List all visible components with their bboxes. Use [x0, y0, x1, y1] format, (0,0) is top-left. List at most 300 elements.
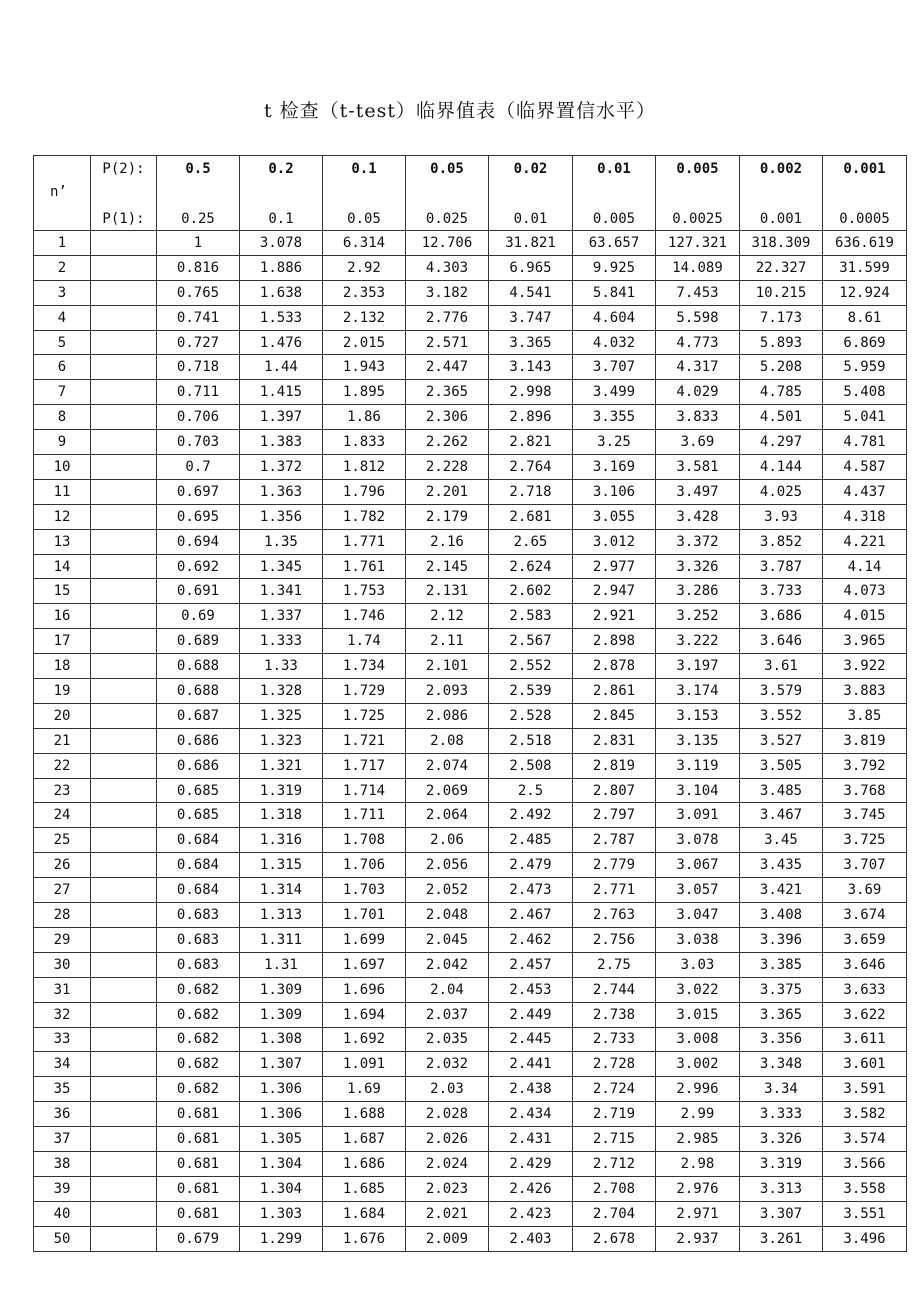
critical-value-cell: 1.303: [240, 1201, 323, 1226]
critical-value-cell: 2.896: [489, 405, 573, 430]
empty-cell: [91, 1077, 157, 1102]
p2-value: 0.1: [351, 161, 377, 177]
critical-value-cell: 2.473: [489, 878, 573, 903]
df-cell: 17: [34, 629, 91, 654]
critical-value-cell: 0.741: [157, 305, 240, 330]
critical-value-cell: 4.144: [740, 455, 823, 480]
empty-cell: [91, 679, 157, 704]
table-row: [34, 579, 907, 604]
critical-value-cell: 3.659: [823, 927, 907, 952]
empty-cell: [91, 778, 157, 803]
df-cell: 11: [34, 479, 91, 504]
critical-value-cell: 3.055: [573, 504, 656, 529]
critical-value-cell: 3.326: [656, 554, 740, 579]
critical-value-cell: 1.676: [323, 1226, 406, 1251]
critical-value-cell: 0.682: [157, 1052, 240, 1077]
empty-cell: [91, 280, 157, 305]
critical-value-cell: 1.714: [323, 778, 406, 803]
critical-value-cell: 1.397: [240, 405, 323, 430]
critical-value-cell: 3.008: [656, 1027, 740, 1052]
critical-value-cell: 3.69: [656, 430, 740, 455]
critical-value-cell: 2.16: [406, 529, 489, 554]
critical-value-cell: 1.833: [323, 430, 406, 455]
critical-value-cell: 1.356: [240, 504, 323, 529]
critical-value-cell: 3.057: [656, 878, 740, 903]
df-cell: 10: [34, 455, 91, 480]
table-row: [34, 654, 907, 679]
critical-value-cell: 2.92: [323, 255, 406, 280]
table-row: [34, 1201, 907, 1226]
p-label-header-cell: [91, 156, 157, 231]
critical-value-cell: 0.686: [157, 753, 240, 778]
critical-value-cell: 4.773: [656, 330, 740, 355]
table-row: [34, 504, 907, 529]
critical-value-cell: 2.976: [656, 1176, 740, 1201]
critical-value-cell: 5.598: [656, 305, 740, 330]
table-row: [34, 1151, 907, 1176]
critical-value-cell: 1.697: [323, 952, 406, 977]
critical-value-cell: 1.307: [240, 1052, 323, 1077]
critical-value-cell: 2.449: [489, 1002, 573, 1027]
empty-cell: [91, 1176, 157, 1201]
critical-value-cell: 22.327: [740, 255, 823, 280]
empty-cell: [91, 853, 157, 878]
p2-value: 0.05: [430, 161, 464, 177]
critical-value-cell: 0.695: [157, 504, 240, 529]
critical-value-cell: 3.852: [740, 529, 823, 554]
critical-value-cell: 2.99: [656, 1102, 740, 1127]
critical-value-cell: 0.683: [157, 952, 240, 977]
p2-value: 0.5: [185, 161, 211, 177]
table-row: [34, 604, 907, 629]
critical-value-cell: 1.476: [240, 330, 323, 355]
critical-value-cell: 0.691: [157, 579, 240, 604]
critical-value-cell: 1.311: [240, 927, 323, 952]
df-cell: 27: [34, 878, 91, 903]
critical-value-cell: 4.587: [823, 455, 907, 480]
critical-value-cell: 3.922: [823, 654, 907, 679]
critical-value-cell: 2.807: [573, 778, 656, 803]
critical-value-cell: 3.313: [740, 1176, 823, 1201]
critical-value-cell: 0.718: [157, 355, 240, 380]
critical-value-cell: 2.441: [489, 1052, 573, 1077]
critical-value-cell: 2.485: [489, 828, 573, 853]
empty-cell: [91, 604, 157, 629]
critical-value-cell: 1.687: [323, 1127, 406, 1152]
critical-value-cell: 3.552: [740, 703, 823, 728]
critical-value-cell: 5.959: [823, 355, 907, 380]
critical-value-cell: 4.14: [823, 554, 907, 579]
critical-value-cell: 2.093: [406, 679, 489, 704]
critical-value-cell: 2.023: [406, 1176, 489, 1201]
critical-value-cell: 1.782: [323, 504, 406, 529]
critical-value-cell: 1.694: [323, 1002, 406, 1027]
critical-value-cell: 4.785: [740, 380, 823, 405]
critical-value-cell: 3.333: [740, 1102, 823, 1127]
critical-value-cell: 2.719: [573, 1102, 656, 1127]
critical-value-cell: 2.733: [573, 1027, 656, 1052]
empty-cell: [91, 977, 157, 1002]
critical-value-cell: 2.771: [573, 878, 656, 903]
critical-value-cell: 12.706: [406, 231, 489, 256]
critical-value-cell: 1.323: [240, 728, 323, 753]
critical-value-cell: 4.025: [740, 479, 823, 504]
critical-value-cell: 31.821: [489, 231, 573, 256]
empty-cell: [91, 554, 157, 579]
critical-value-cell: 0.685: [157, 778, 240, 803]
critical-value-cell: 3.396: [740, 927, 823, 952]
table-row: [34, 853, 907, 878]
critical-value-cell: 9.925: [573, 255, 656, 280]
critical-value-cell: 3.022: [656, 977, 740, 1002]
critical-value-cell: 3.505: [740, 753, 823, 778]
critical-value-cell: 1.305: [240, 1127, 323, 1152]
critical-value-cell: 2.056: [406, 853, 489, 878]
critical-value-cell: 2.756: [573, 927, 656, 952]
critical-value-cell: 2.021: [406, 1201, 489, 1226]
critical-value-cell: 3.768: [823, 778, 907, 803]
critical-value-cell: 3.558: [823, 1176, 907, 1201]
critical-value-cell: 3.601: [823, 1052, 907, 1077]
critical-value-cell: 2.552: [489, 654, 573, 679]
empty-cell: [91, 430, 157, 455]
critical-value-cell: 4.317: [656, 355, 740, 380]
probability-header-cell: [740, 156, 823, 231]
critical-value-cell: 3.674: [823, 903, 907, 928]
critical-value-cell: 1.895: [323, 380, 406, 405]
critical-value-cell: 2.831: [573, 728, 656, 753]
critical-value-cell: 4.318: [823, 504, 907, 529]
critical-value-cell: 3.551: [823, 1201, 907, 1226]
critical-value-cell: 5.408: [823, 380, 907, 405]
df-cell: 22: [34, 753, 91, 778]
critical-value-cell: 3.527: [740, 728, 823, 753]
critical-value-cell: 2.306: [406, 405, 489, 430]
empty-cell: [91, 1027, 157, 1052]
critical-value-cell: 2.712: [573, 1151, 656, 1176]
critical-value-cell: 3.686: [740, 604, 823, 629]
critical-value-cell: 0.687: [157, 703, 240, 728]
critical-value-cell: 1.684: [323, 1201, 406, 1226]
critical-value-cell: 0.703: [157, 430, 240, 455]
critical-value-cell: 1.318: [240, 803, 323, 828]
critical-value-cell: 1.533: [240, 305, 323, 330]
critical-value-cell: 2.744: [573, 977, 656, 1002]
critical-value-cell: 4.029: [656, 380, 740, 405]
df-cell: 36: [34, 1102, 91, 1127]
critical-value-cell: 1.771: [323, 529, 406, 554]
empty-cell: [91, 629, 157, 654]
table-row: [34, 455, 907, 480]
critical-value-cell: 1.943: [323, 355, 406, 380]
critical-value-cell: 2.764: [489, 455, 573, 480]
critical-value-cell: 3.467: [740, 803, 823, 828]
empty-cell: [91, 231, 157, 256]
critical-value-cell: 3.579: [740, 679, 823, 704]
empty-cell: [91, 255, 157, 280]
critical-value-cell: 2.12: [406, 604, 489, 629]
df-cell: 18: [34, 654, 91, 679]
critical-value-cell: 3.499: [573, 380, 656, 405]
critical-value-cell: 0.684: [157, 828, 240, 853]
table-row: [34, 927, 907, 952]
critical-value-cell: 2.015: [323, 330, 406, 355]
header-row: [34, 156, 907, 231]
critical-value-cell: 4.032: [573, 330, 656, 355]
critical-value-cell: 1.383: [240, 430, 323, 455]
df-cell: 32: [34, 1002, 91, 1027]
critical-value-cell: 1.44: [240, 355, 323, 380]
empty-cell: [91, 1201, 157, 1226]
critical-value-cell: 2.624: [489, 554, 573, 579]
df-cell: 33: [34, 1027, 91, 1052]
critical-value-cell: 2.985: [656, 1127, 740, 1152]
p2-value: 0.005: [676, 161, 719, 177]
table-row: [34, 305, 907, 330]
critical-value-cell: 0.694: [157, 529, 240, 554]
critical-value-cell: 2.715: [573, 1127, 656, 1152]
critical-value-cell: 2.074: [406, 753, 489, 778]
table-row: [34, 255, 907, 280]
critical-value-cell: 1.315: [240, 853, 323, 878]
table-row: [34, 728, 907, 753]
empty-cell: [91, 1226, 157, 1251]
critical-value-cell: 3.182: [406, 280, 489, 305]
critical-value-cell: 3.078: [240, 231, 323, 256]
p2-value: 0.002: [759, 161, 803, 177]
critical-value-cell: 0.683: [157, 903, 240, 928]
empty-cell: [91, 927, 157, 952]
critical-value-cell: 2.971: [656, 1201, 740, 1226]
critical-value-cell: 1.761: [323, 554, 406, 579]
df-cell: 23: [34, 778, 91, 803]
critical-value-cell: 2.776: [406, 305, 489, 330]
critical-value-cell: 0.681: [157, 1151, 240, 1176]
critical-value-cell: 2.201: [406, 479, 489, 504]
critical-value-cell: 2.797: [573, 803, 656, 828]
critical-value-cell: 3.574: [823, 1127, 907, 1152]
critical-value-cell: 3.965: [823, 629, 907, 654]
critical-value-cell: 63.657: [573, 231, 656, 256]
critical-value-cell: 3.222: [656, 629, 740, 654]
p2-value: 0.02: [513, 161, 548, 177]
critical-value-cell: 2.718: [489, 479, 573, 504]
table-row: [34, 1127, 907, 1152]
critical-value-cell: 3.135: [656, 728, 740, 753]
critical-value-cell: 2.763: [573, 903, 656, 928]
df-cell: 40: [34, 1201, 91, 1226]
table-row: [34, 380, 907, 405]
critical-value-cell: 3.385: [740, 952, 823, 977]
critical-value-cell: 1.696: [323, 977, 406, 1002]
critical-value-cell: 3.408: [740, 903, 823, 928]
critical-value-cell: 2.819: [573, 753, 656, 778]
critical-value-cell: 1.345: [240, 554, 323, 579]
df-cell: 30: [34, 952, 91, 977]
critical-value-cell: 2.042: [406, 952, 489, 977]
empty-cell: [91, 305, 157, 330]
p1-label: P(1):: [102, 211, 145, 227]
critical-value-cell: 2.571: [406, 330, 489, 355]
critical-value-cell: 2.04: [406, 977, 489, 1002]
critical-value-cell: 4.073: [823, 579, 907, 604]
critical-value-cell: 8.61: [823, 305, 907, 330]
critical-value-cell: 2.11: [406, 629, 489, 654]
critical-value-cell: 1.86: [323, 405, 406, 430]
df-cell: 15: [34, 579, 91, 604]
critical-value-cell: 4.015: [823, 604, 907, 629]
p1-value: 0.005: [592, 211, 636, 227]
table-body: [34, 156, 907, 1252]
critical-value-cell: 2.132: [323, 305, 406, 330]
df-cell: 38: [34, 1151, 91, 1176]
critical-value-cell: 2.052: [406, 878, 489, 903]
critical-value-cell: 127.321: [656, 231, 740, 256]
critical-value-cell: 1.333: [240, 629, 323, 654]
critical-value-cell: 2.026: [406, 1127, 489, 1152]
critical-value-cell: 1.319: [240, 778, 323, 803]
critical-value-cell: 2.937: [656, 1226, 740, 1251]
critical-value-cell: 2.678: [573, 1226, 656, 1251]
df-cell: 24: [34, 803, 91, 828]
critical-value-cell: 4.541: [489, 280, 573, 305]
critical-value-cell: 2.009: [406, 1226, 489, 1251]
table-row: [34, 828, 907, 853]
critical-value-cell: 3.421: [740, 878, 823, 903]
critical-value-cell: 3.286: [656, 579, 740, 604]
critical-value-cell: 2.738: [573, 1002, 656, 1027]
critical-value-cell: 3.591: [823, 1077, 907, 1102]
critical-value-cell: 318.309: [740, 231, 823, 256]
probability-header-cell: [823, 156, 907, 231]
p1-value: 0.001: [759, 211, 803, 227]
df-cell: 31: [34, 977, 91, 1002]
table-row: [34, 330, 907, 355]
table-row: [34, 1002, 907, 1027]
empty-cell: [91, 579, 157, 604]
critical-value-cell: 3.646: [823, 952, 907, 977]
critical-value-cell: 2.06: [406, 828, 489, 853]
df-cell: 6: [34, 355, 91, 380]
critical-value-cell: 2.508: [489, 753, 573, 778]
df-cell: 14: [34, 554, 91, 579]
critical-value-cell: 2.445: [489, 1027, 573, 1052]
critical-value-cell: 0.727: [157, 330, 240, 355]
table-row: [34, 903, 907, 928]
critical-value-cell: 0.682: [157, 1002, 240, 1027]
df-cell: 34: [34, 1052, 91, 1077]
table-row: [34, 1102, 907, 1127]
critical-value-cell: 2.704: [573, 1201, 656, 1226]
critical-value-cell: 0.706: [157, 405, 240, 430]
critical-value-cell: 2.08: [406, 728, 489, 753]
page-title: t 检查（t-test）临界值表（临界置信水平）: [264, 100, 656, 122]
critical-value-cell: 1.299: [240, 1226, 323, 1251]
critical-value-cell: 2.403: [489, 1226, 573, 1251]
df-cell: 37: [34, 1127, 91, 1152]
critical-value-cell: 1.796: [323, 479, 406, 504]
critical-value-cell: 3.106: [573, 479, 656, 504]
critical-value-cell: 2.048: [406, 903, 489, 928]
probability-header-cell: [240, 156, 323, 231]
df-cell: 7: [34, 380, 91, 405]
table-row: [34, 629, 907, 654]
critical-value-cell: 1.304: [240, 1176, 323, 1201]
critical-value-cell: 0.7: [157, 455, 240, 480]
critical-value-cell: 1.33: [240, 654, 323, 679]
df-cell: 35: [34, 1077, 91, 1102]
p2-value: 0.001: [843, 161, 886, 177]
critical-value-cell: 3.319: [740, 1151, 823, 1176]
critical-value-cell: 2.037: [406, 1002, 489, 1027]
critical-value-cell: 12.924: [823, 280, 907, 305]
empty-cell: [91, 1127, 157, 1152]
critical-value-cell: 2.98: [656, 1151, 740, 1176]
df-cell: 16: [34, 604, 91, 629]
critical-value-cell: 3.307: [740, 1201, 823, 1226]
critical-value-cell: 3.93: [740, 504, 823, 529]
critical-value-cell: 2.528: [489, 703, 573, 728]
critical-value-cell: 3.348: [740, 1052, 823, 1077]
df-cell: 9: [34, 430, 91, 455]
table-row: [34, 679, 907, 704]
empty-cell: [91, 728, 157, 753]
critical-value-cell: 3.45: [740, 828, 823, 853]
critical-value-cell: 3.03: [656, 952, 740, 977]
critical-value-cell: 2.069: [406, 778, 489, 803]
critical-value-cell: 14.089: [656, 255, 740, 280]
critical-value-cell: 6.314: [323, 231, 406, 256]
critical-value-cell: 2.567: [489, 629, 573, 654]
critical-value-cell: 4.501: [740, 405, 823, 430]
table-row: [34, 803, 907, 828]
critical-value-cell: 1.734: [323, 654, 406, 679]
table-row: [34, 1226, 907, 1251]
table-row: [34, 554, 907, 579]
critical-value-cell: 1.699: [323, 927, 406, 952]
critical-value-cell: 6.965: [489, 255, 573, 280]
critical-value-cell: 0.681: [157, 1176, 240, 1201]
critical-value-cell: 2.479: [489, 853, 573, 878]
critical-value-cell: 3.497: [656, 479, 740, 504]
critical-value-cell: 2.947: [573, 579, 656, 604]
probability-header-cell: [656, 156, 740, 231]
table-row: [34, 952, 907, 977]
critical-value-cell: 636.619: [823, 231, 907, 256]
critical-value-cell: 2.681: [489, 504, 573, 529]
critical-value-cell: 2.583: [489, 604, 573, 629]
table-row: [34, 753, 907, 778]
table-row: [34, 355, 907, 380]
empty-cell: [91, 529, 157, 554]
critical-value-cell: 2.431: [489, 1127, 573, 1152]
critical-value-cell: 2.028: [406, 1102, 489, 1127]
critical-value-cell: 2.045: [406, 927, 489, 952]
critical-value-cell: 0.689: [157, 629, 240, 654]
critical-value-cell: 2.728: [573, 1052, 656, 1077]
critical-value-cell: 1.688: [323, 1102, 406, 1127]
critical-value-cell: 3.69: [823, 878, 907, 903]
critical-value-cell: 3.174: [656, 679, 740, 704]
critical-value-cell: 1.729: [323, 679, 406, 704]
critical-value-cell: 1.341: [240, 579, 323, 604]
critical-value-cell: 2.977: [573, 554, 656, 579]
critical-value-cell: 3.622: [823, 1002, 907, 1027]
df-cell: 13: [34, 529, 91, 554]
critical-value-cell: 3.372: [656, 529, 740, 554]
critical-value-cell: 6.869: [823, 330, 907, 355]
p1-value: 0.1: [268, 211, 294, 227]
